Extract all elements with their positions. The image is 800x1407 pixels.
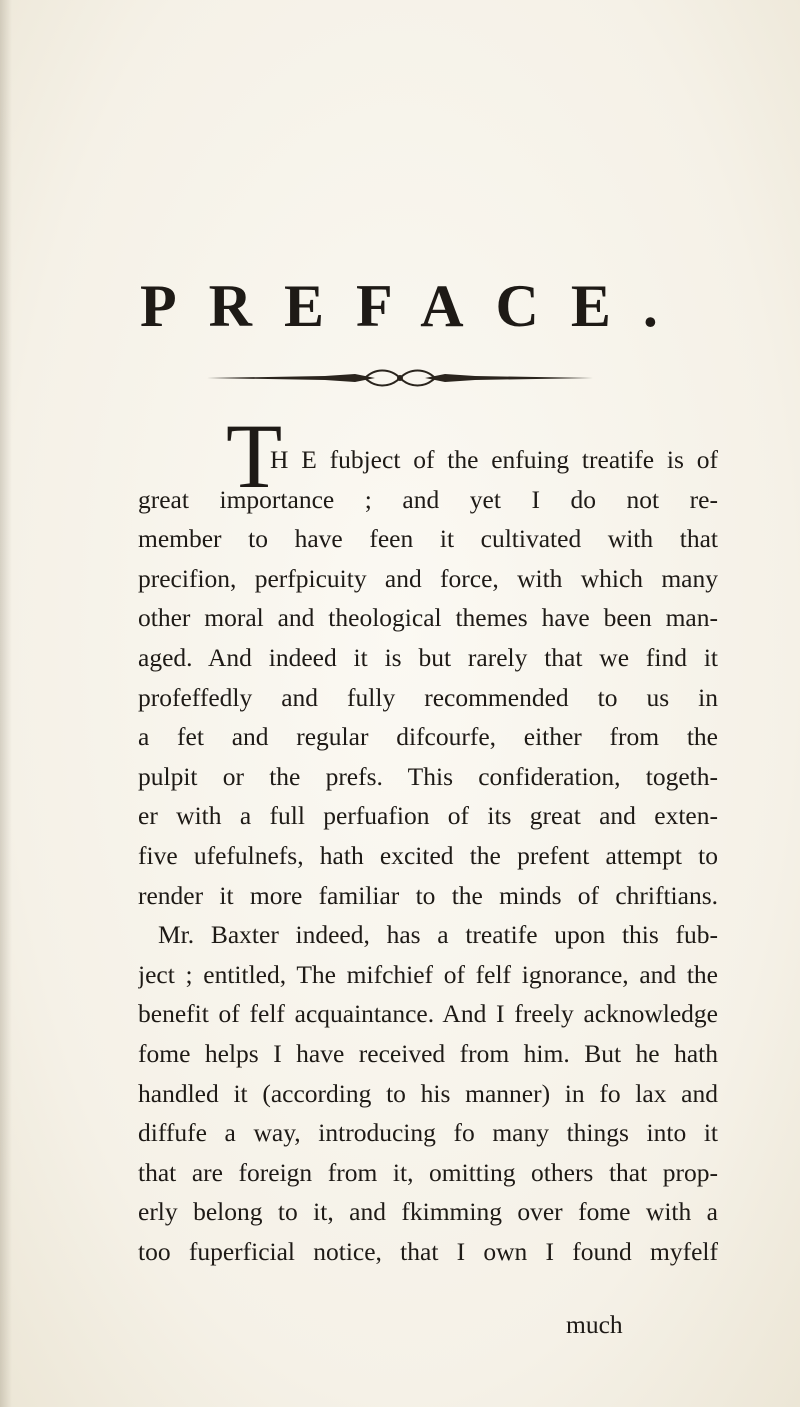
page-binding-shadow [0,0,12,1407]
text-line: member to have feen it cultivated with that [138,524,718,554]
text-line: handled it (according to his manner) in fo lax and [138,1078,718,1108]
text-line: a fet and regular difcourfe, either from the [138,722,718,752]
text-line: too fuperficial notice, that I own I found myfelf [138,1236,718,1266]
text-line: pulpit or the prefs. This confideration, togeth- [138,761,718,791]
text-line: ject ; entitled, The mifchief of felf ignorance, and the [138,959,718,989]
text-line: great importance ; and yet I do not re- [138,484,718,514]
text-line: that are foreign from it, omitting others that prop- [138,1157,718,1187]
text-line: erly belong to it, and fkimming over fome with a [138,1197,718,1227]
text-line: aged. And indeed it is but rarely that we find it [138,642,718,672]
drop-cap: T [226,405,283,507]
catchword: much [566,1310,623,1339]
text-line: five ufefulnefs, hath excited the prefent attempt to [138,840,718,870]
text-line: diffufe a way, introducing fo many things into it [138,1118,718,1148]
text-line: benefit of felf acquaintance. And I freely acknowledge [138,999,718,1029]
text-line: H E fubject of the enfuing treatife is of [270,445,718,474]
text-line: precifion, perfpicuity and force, with which many [138,563,718,593]
text-line: profeffedly and fully recommended to us in [138,682,718,712]
text-line: render it more familiar to the minds of chriftians. [138,880,718,910]
text-line: fome helps I have received from him. But he hath [138,1038,718,1068]
page-heading: PREFACE. [140,273,690,339]
text-line: other moral and theological themes have been man- [138,603,718,633]
text-line: er with a full perfuafion of its great and exten- [138,801,718,831]
preface-body [138,440,718,1271]
text-line: Mr. Baxter indeed, has a treatife upon this fub- [158,920,718,950]
decorative-rule-ornament [205,368,595,388]
